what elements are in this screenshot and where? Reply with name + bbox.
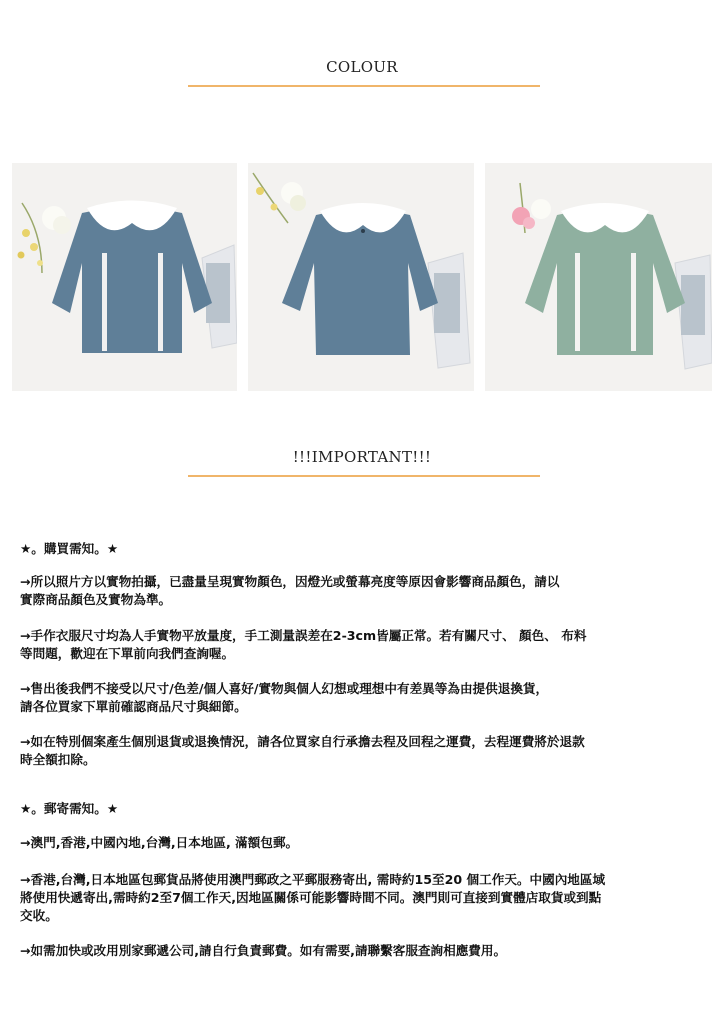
shipping-note-3: →如需加快或改用別家郵遞公司,請自行負責郵費。如有需要,請聯繫客服查詢相應費用。 (20, 943, 507, 958)
shipping-title: ★。郵寄需知。★ (20, 801, 119, 816)
colour-divider (188, 85, 540, 87)
shipping-note-2: →香港,台灣,日本地區包郵貨品將使用澳門郵政之平郵服務寄出, 需時約15至20 個工作天。中國內地區域 將使用快遞寄出,需時約2至7個工作天,因地區關係可能影響時間不同。澳門則可直接到實體店取貨或到點 交收。 (20, 872, 606, 923)
important-heading: !!!IMPORTANT!!! (292, 448, 432, 466)
product-photo-2 (248, 163, 474, 391)
purchase-title: ★。購買需知。★ (20, 541, 119, 556)
colour-heading: COLOUR (326, 58, 398, 76)
blue-blouse-image (12, 163, 237, 391)
green-blouse-image (485, 163, 712, 391)
purchase-note-4: →如在特別個案產生個別退貨或退換情況，請各位買家自行承擔去程及回程之運費，去程運費將於退款 時全額扣除。 (20, 734, 585, 767)
shipping-note-1: →澳門,香港,中國內地,台灣,日本地區, 滿額包郵。 (20, 835, 299, 850)
important-divider (188, 475, 540, 477)
purchase-note-2: →手作衣服尺寸均為人手實物平放量度，手工測量誤差在2-3cm皆屬正常。若有關尺寸、 顏色、 布料 等問題，歡迎在下單前向我們查詢喔。 (20, 628, 587, 661)
purchase-note-3: →售出後我們不接受以尺寸/色差/個人喜好/實物與個人幻想或理想中有差異等為由提供退換貨， 請各位買家下單前確認商品尺寸與細節。 (20, 681, 549, 714)
product-photo-3 (485, 163, 712, 391)
purchase-note-1: →所以照片方以實物拍攝，已盡量呈現實物顏色，因燈光或螢幕亮度等原因會影響商品顏色，請以 實際商品顏色及實物為準。 (20, 574, 560, 607)
blue-blouse-image-2 (248, 163, 474, 391)
product-photo-1 (12, 163, 237, 391)
